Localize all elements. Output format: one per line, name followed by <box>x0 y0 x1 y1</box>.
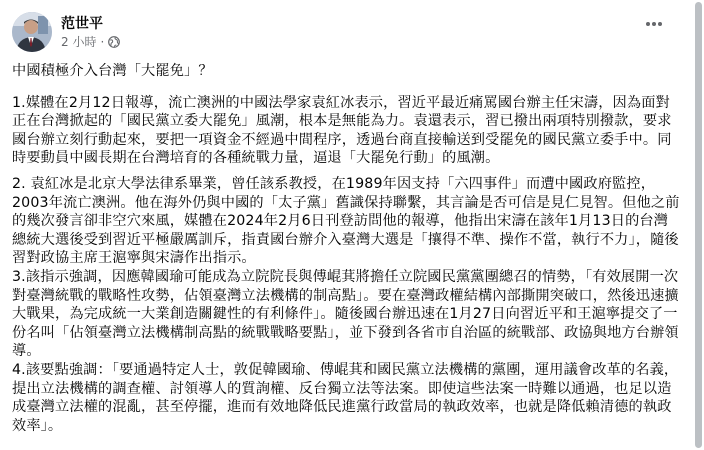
more-options-button[interactable] <box>636 6 672 42</box>
author-name[interactable]: 范世平 <box>61 15 103 32</box>
post-timestamp[interactable]: 2 小時 <box>61 34 97 49</box>
post-header <box>12 10 120 54</box>
post-time-row <box>61 34 120 50</box>
post-paragraph-1: 1.媒體在2月12日報導，流亡澳洲的中國法學家袁紅冰表示，習近平最近痛罵國台辦主任宋濤，因為面對正在台灣掀起的「國民黨立委大罷免」風潮，根本是無能為力。袁還表示，習已撥出兩項特別撥款，要求國台辦立刻行動起來，要把一項資金不經過中間程序，透過台商直接輸送到受罷免的國民黨立委手中。同時要動員中國長期在台灣培育的各種統戰力量，逼退「大罷免行動」的風潮。 <box>12 94 672 167</box>
post-meta <box>61 15 120 50</box>
globe-icon[interactable] <box>108 36 120 48</box>
avatar[interactable] <box>12 12 52 52</box>
post-paragraph-3: 3.該指示強調，因應韓國瑜可能成為立院院長與傅崐萁將擔任立院國民黨黨團總召的情勢，「有效展開一次對臺灣統戰的戰略性攻勢，佔領臺灣立法機構的制高點」。要在臺灣政權結構內部撕開突破口，然後迅速擴大戰果，為完成統一大業創造關鍵性的有利條件」。隨後國台辦迅速在1月27日向習近平和王滬寧提交了一份名叫「佔領臺灣立法機構制高點的統戰戰略要點」，並下發到各省市自治區的統戰部、政協與地方台辦領導。 <box>12 268 679 360</box>
post-paragraph-4: 4.該要點強調：「要通過特定人士，敦促韓國瑜、傅崐萁和國民黨立法機構的黨團，運用議會改革的名義，提出立法機構的調查權、討領導人的質詢權、反台獨立法等法案。即使這些法案一時難以通過，也足以造成臺灣立法權的混亂，甚至停擺，進而有效地降低民進黨行政當局的執政效率，也就是降低賴清德的執政效率」。 <box>12 361 679 434</box>
post-body <box>12 62 682 435</box>
scrollbar-track[interactable] <box>693 0 704 450</box>
separator-dot: · <box>100 34 105 49</box>
more-horizontal-icon <box>644 14 664 34</box>
post-paragraph-2: 2. 袁紅冰是北京大學法律系畢業，曾任該系教授，在1989年因支持「六四事件」而遭中國政府監控，2003年流亡澳洲。他在海外仍與中國的「太子黨」舊識保持聯繫，其言論是否可信是見仁見智。但他之前的幾次發言卻非空穴來風，媒體在2024年2月6日刊登訪問他的報導，他指出宋濤在該年1月13日的台灣總統大選後受到習近平極嚴厲訓斥，指責國台辦介入臺灣大選是「攘得不準、操作不當，執行不力」，隨後習對政協主席王滬寧與宋濤作出指示。 <box>12 175 680 267</box>
avatar-image <box>12 12 52 52</box>
post-title: 中國積極介入台灣「大罷免」？ <box>12 63 213 79</box>
scrollbar-thumb[interactable] <box>695 2 702 448</box>
